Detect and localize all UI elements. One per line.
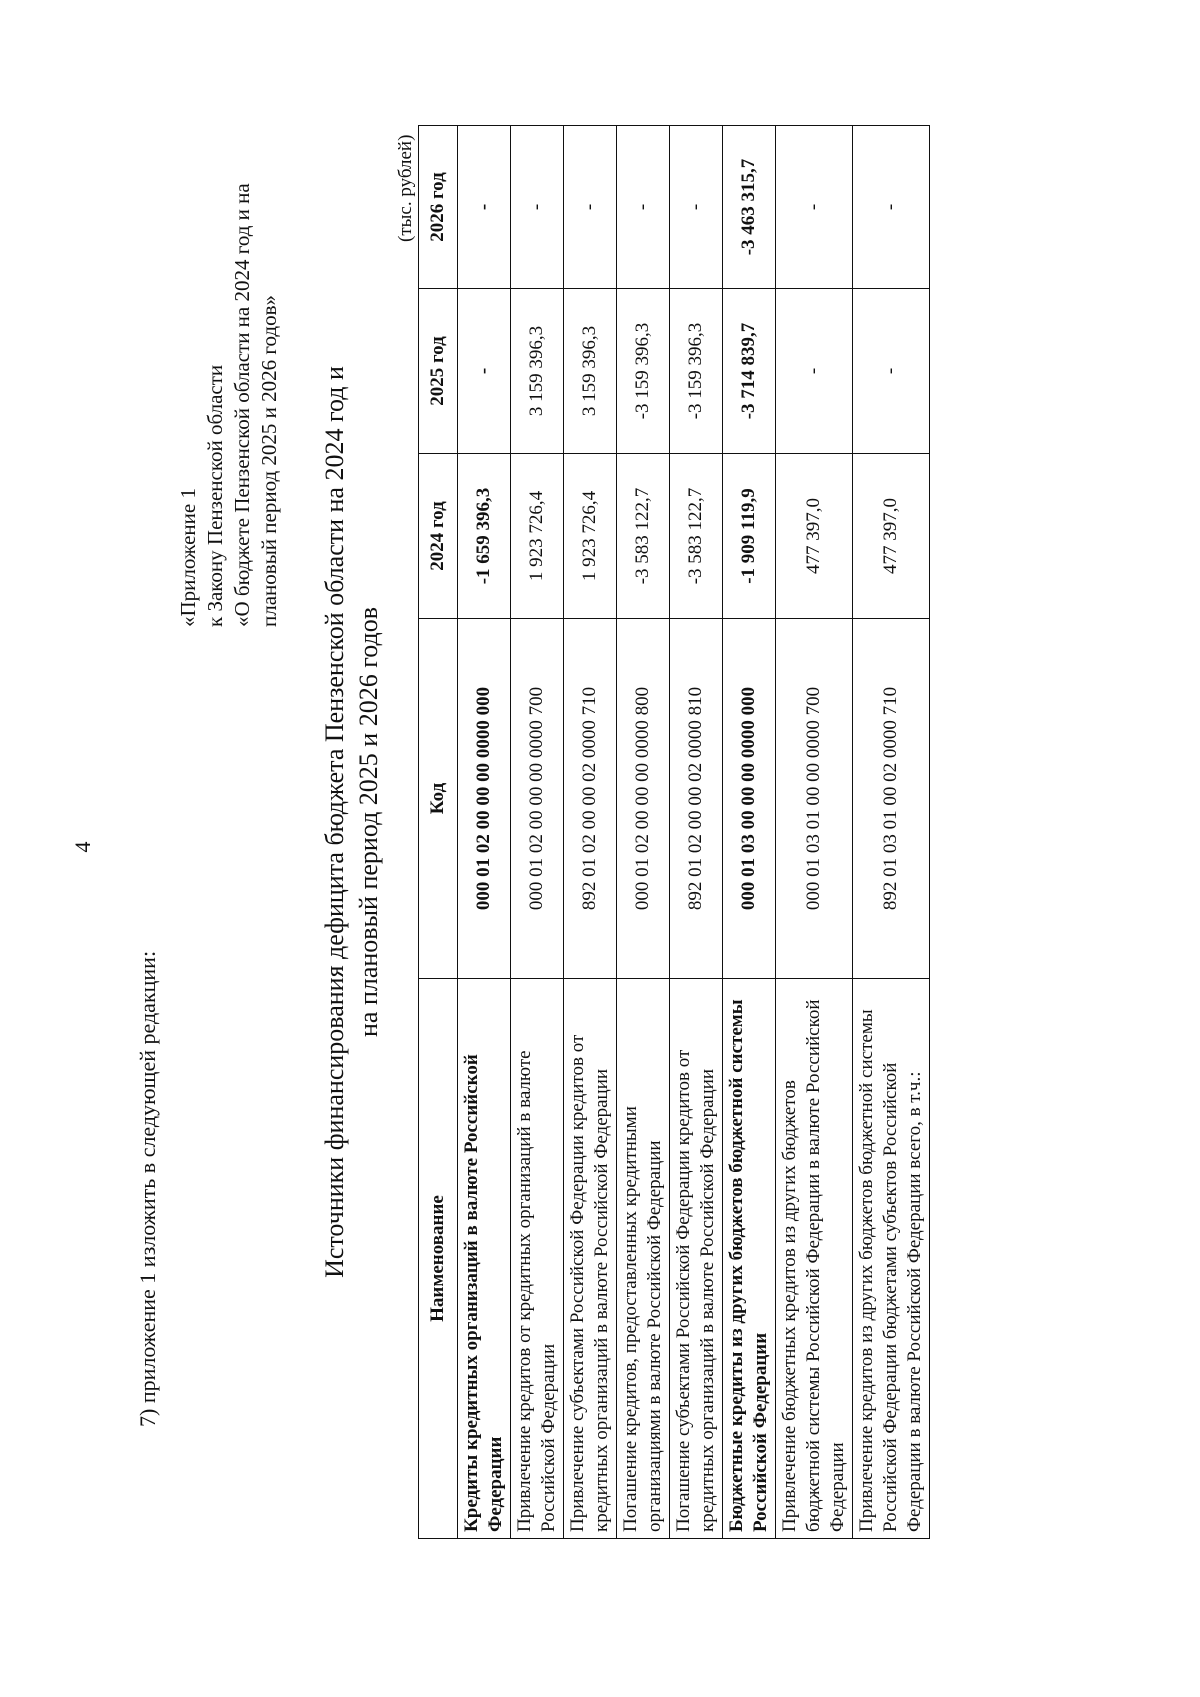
cell-2025: - (776, 289, 853, 454)
appendix-line-2: к Закону Пензенской области (203, 364, 227, 627)
page-number: 4 (70, 841, 95, 853)
table-row (670, 126, 723, 1539)
header-2025: 2025 год (419, 289, 458, 454)
cell-2025: -3 714 839,7 (723, 289, 776, 454)
table-header-row (419, 126, 458, 1539)
cell-name: Привлечение кредитов от кредитных организаций в валюте Российской Федерации (511, 979, 564, 1539)
header-2024: 2024 год (419, 454, 458, 619)
appendix-header (175, 67, 283, 627)
intro-text: 7) приложение 1 изложить в следующей редакции: (135, 950, 160, 1427)
title-line-2: на плановый период 2025 и 2026 годов (354, 607, 383, 1037)
appendix-line-1: «Приложение 1 (176, 488, 200, 627)
cell-2025: -3 159 396,3 (617, 289, 670, 454)
table-row (853, 126, 930, 1539)
cell-code: 892 01 03 01 00 02 0000 710 (853, 619, 930, 979)
table-row (776, 126, 853, 1539)
cell-name: Бюджетные кредиты из других бюджетов бюджетной системы Российской Федерации (723, 979, 776, 1539)
financing-sources-table (418, 125, 930, 1539)
appendix-line-3: «О бюджете Пензенской области на 2024 год и на (230, 183, 254, 627)
cell-code: 000 01 03 00 00 00 0000 000 (723, 619, 776, 979)
header-code: Код (419, 619, 458, 979)
cell-2026: - (458, 126, 511, 289)
cell-name: Привлечение субъектами Российской Федерации кредитов от кредитных организаций в валюте Российской Федерации (564, 979, 617, 1539)
cell-code: 892 01 02 00 00 02 0000 810 (670, 619, 723, 979)
table-row (511, 126, 564, 1539)
cell-2025: -3 159 396,3 (670, 289, 723, 454)
cell-2024: 1 923 726,4 (564, 454, 617, 619)
title-line-1: Источники финансирования дефицита бюджета Пензенской области на 2024 год и (320, 366, 349, 1278)
cell-2025: 3 159 396,3 (511, 289, 564, 454)
cell-2025: - (853, 289, 930, 454)
cell-code: 000 01 02 00 00 00 0000 700 (511, 619, 564, 979)
table-row (723, 126, 776, 1539)
cell-code: 000 01 02 00 00 00 0000 800 (617, 619, 670, 979)
cell-2026: - (776, 126, 853, 289)
table-row (458, 126, 511, 1539)
cell-2024: -3 583 122,7 (670, 454, 723, 619)
document-title (318, 212, 386, 1432)
cell-name: Погашение кредитов, предоставленных кредитными организациями в валюте Российской Федерации (617, 979, 670, 1539)
cell-2026: - (670, 126, 723, 289)
cell-2024: 1 923 726,4 (511, 454, 564, 619)
cell-2025: 3 159 396,3 (564, 289, 617, 454)
cell-name: Привлечение кредитов из других бюджетов бюджетной системы Российской Федерации бюджетами субъектов Российской Федерации в валюте Российской Федерации всего, в т.ч.: (853, 979, 930, 1539)
cell-2024: -1 659 396,3 (458, 454, 511, 619)
cell-name: Привлечение бюджетных кредитов из других бюджетов бюджетной системы Российской Федерации в валюте Российской Федерации (776, 979, 853, 1539)
appendix-line-4: плановый период 2025 и 2026 годов» (257, 295, 281, 627)
cell-code: 000 01 03 01 00 00 0000 700 (776, 619, 853, 979)
cell-2024: 477 397,0 (776, 454, 853, 619)
cell-2026: - (564, 126, 617, 289)
cell-name: Погашение субъектами Российской Федерации кредитов от кредитных организаций в валюте Российской Федерации (670, 979, 723, 1539)
header-name: Наименование (419, 979, 458, 1539)
cell-name: Кредиты кредитных организаций в валюте Российской Федерации (458, 979, 511, 1539)
cell-2025: - (458, 289, 511, 454)
table-row (564, 126, 617, 1539)
table-row (617, 126, 670, 1539)
units-label: (тыс. рублей) (395, 134, 416, 242)
cell-2024: 477 397,0 (853, 454, 930, 619)
cell-code: 000 01 02 00 00 00 0000 000 (458, 619, 511, 979)
cell-code: 892 01 02 00 00 02 0000 710 (564, 619, 617, 979)
cell-2026: - (617, 126, 670, 289)
cell-2024: -1 909 119,9 (723, 454, 776, 619)
cell-2026: - (511, 126, 564, 289)
cell-2026: - (853, 126, 930, 289)
header-2026: 2026 год (419, 126, 458, 289)
cell-2024: -3 583 122,7 (617, 454, 670, 619)
cell-2026: -3 463 315,7 (723, 126, 776, 289)
